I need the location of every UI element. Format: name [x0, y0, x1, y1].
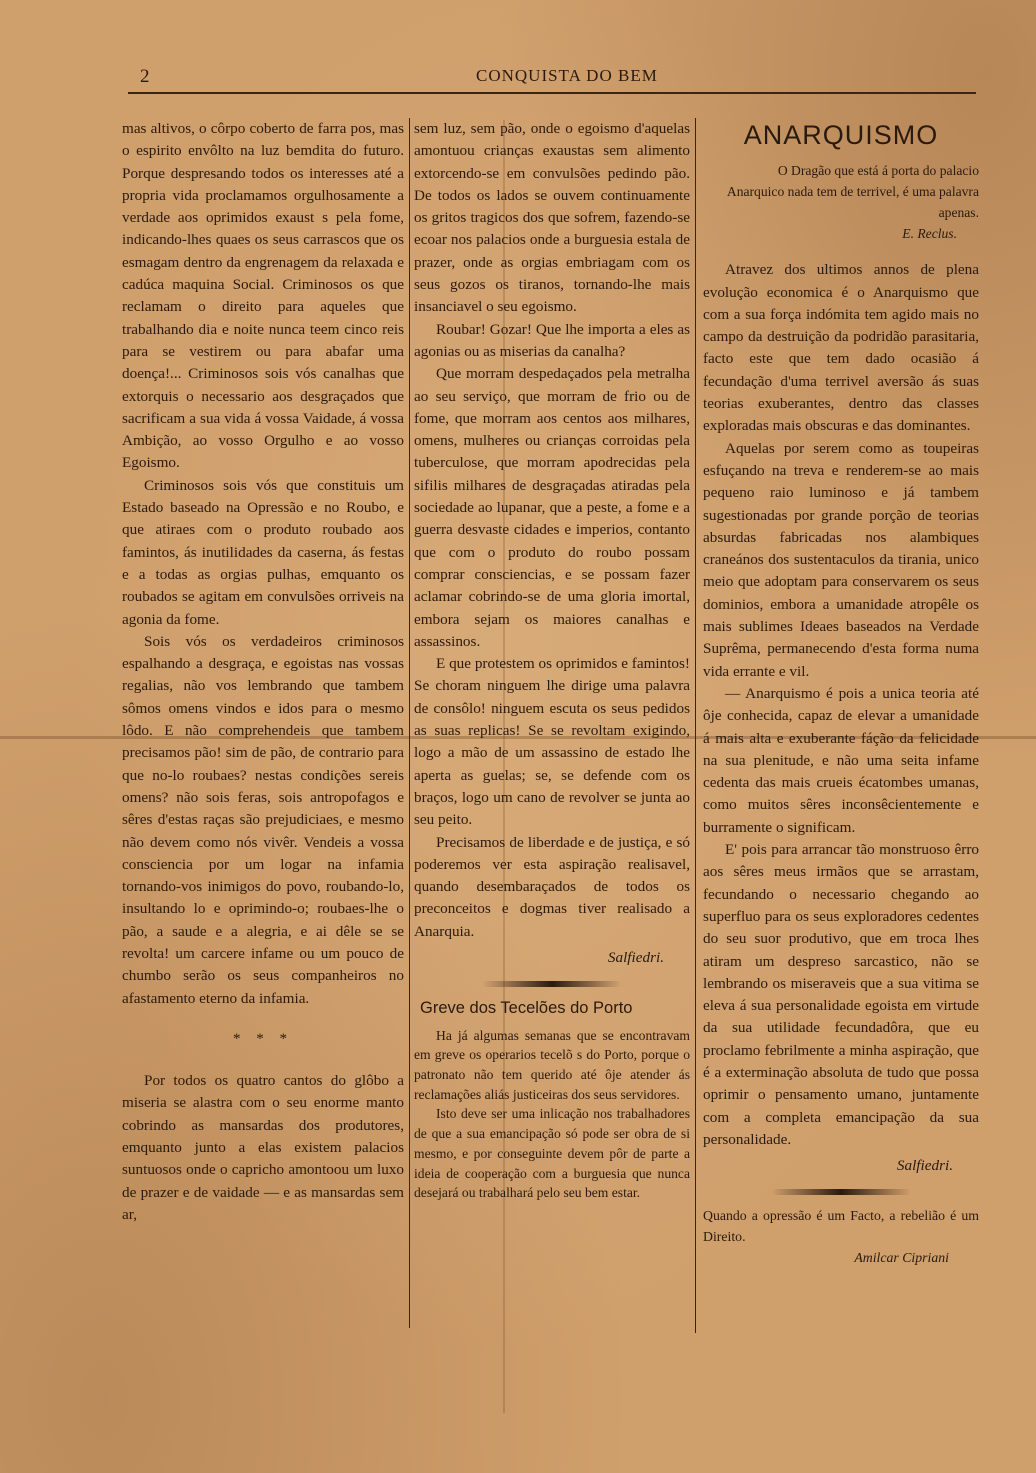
- masthead: CONQUISTA DO BEM: [476, 66, 658, 85]
- header-rule: [128, 92, 976, 94]
- col3-paragraph-2: Aquelas por serem como as toupeiras esfuçando na treva e renderem-se ao mais pequeno raio luminoso e já tambem sugestionadas por grande porção de teorias absurdas fabricadas nos alambiques craneános dos sustentaculos da tirania, unico meio que adoptam para conservarem os seus dominios, embora a umanidade atropêle os mais sublimes Ideaes baseados na Verdade Suprêma, permanecendo d'esta forma numa vida errante e vil.: [703, 439, 979, 680]
- strike-paragraph-2: Isto deve ser uma inlicação nos trabalhadores de que a sua emancipação só pode ser obra de si mesmo, e por conseguinte devem pôr de parte a ideia de cooperação com a burguesia que nunca desejará ou trabalhará pelo seu bem estar.: [414, 1106, 690, 1201]
- col1-paragraph-4: Por todos os quatro cantos do glôbo a miseria se alastra com o seu enorme manto cobrindo as mansardas dos produtores, emquanto junto a elas existem palacios suntuosos onde o capricho amontoou um luxo de prazer e de vaidade — e as mansardas sem ar,: [122, 1072, 404, 1223]
- col2-paragraph-3: Que morram despedaçados pela metralha ao seu serviço, que morram de frio ou de fome, que morram aos centos aos milhares, omens, mulheres ou crianças corroidas pela tuberculose, que morram apodrecidas pela sifilis milhares de desgraçadas atiradas pela sociedade ao lupanar, que a peste, a fome e a guerra desvaste cidades e imperios, contanto que com o produto do roubo possam comprar consciencias, e se possam fazer aclamar cobrindo-se de uma gloria imortal, embora sejam os maiores canalhas e assassinos.: [414, 365, 690, 650]
- col2-paragraph-5: Precisamos de liberdade e de justiça, e só poderemos ver esta aspiração realisavel, quando desembaraçados de todos os preconceitos e dogmas tiver realisado a Anarquia.: [414, 833, 690, 940]
- closing-quote: Quando a opressão é um Facto, a rebelião é um Direito.: [703, 1208, 979, 1245]
- article-title-strike: Greve dos Tecelões do Porto: [420, 999, 633, 1018]
- col2-paragraph-1: sem luz, sem pão, onde o egoismo d'aquelas amontuou crianças exaustas sem alimento extorcendo-se em convulsões pedindo pão. De todos os lados se ouvem continuamente os gritos tragicos dos que sofrem, fazendo-se ecoar nos palacios onde a burguesia estala de prazer, onde as orgias embriagam com os seus gozos os tiranos, tornando-lhe mais insanciavel o seu egoismo.: [414, 120, 690, 316]
- article-title-anarquismo: ANARQUISMO: [743, 120, 939, 150]
- col2-paragraph-2: Roubar! Gozar! Que lhe importa a eles as agonias ou as miserias da canalha?: [414, 320, 690, 360]
- column-rule-2: [695, 118, 696, 1333]
- column-1: [122, 118, 404, 1226]
- article-divider: [482, 981, 622, 987]
- column-rule-1: [409, 118, 410, 1328]
- col3-paragraph-3: — Anarquismo é pois a unica teoria até ôje conhecida, capaz de elevar a umanidade á mais alta e exuberante fáção da felicidade na sua plenitude, e não uma seita infame cedenta das mais crueis écatombes umanas, como muitos sêres inconsêcientemente e burramente o significam.: [703, 684, 979, 836]
- col3-paragraph-4: E' pois para arrancar tão monstruoso êrro aos sêres meus irmãos que se arrastam, fecundando o necessario chegando ao superfluo para os seus exploradores cedentes do seu suor produtivo, que em troca lhes atiram um despreso sarcastico, não se lembrando os miseraveis que a sua vitima se eleva á sua personalidade egoista em virtude da sua utilidade fecundadôra, que eu proclamo febrilmente a minha aspiração, que é a exterminação absoluta de tudo que possa oprimir o pensamento umano, juntamente com a completa emancipação da sua personalidade.: [703, 841, 979, 1148]
- quote-divider: [771, 1189, 911, 1195]
- col1-paragraph-3: Sois vós os verdadeiros criminosos espalhando a desgraça, e egoistas nas vossas regalias, não vos lembrando que tambem sômos omens vindos e idos para o mesmo lôdo. E não comprehendeis que tambem precisamos pão! sim de pão, de contrario para que no-lo roubaes? nestas condições sereis omens? não sois feras, sois antropofagos e sêres d'estas raças são prejudiciaes, e mesmo não devem como nós vivêr. Vendeis a vossa consciencia por um logar na infamia tornando-vos inimigos do povo, roubando-lo, insultando lo e oprimindo-o; roubaes-lhe o pão, a saude e a alegria, e ai dêle se se revolta! um carcere infame ou um pouco de chumbo serão os seus companheiros no afastamento eterno da infamia.: [122, 632, 404, 1007]
- page-header: [140, 62, 976, 92]
- column-3: [703, 118, 979, 1270]
- article-signature-2: Salfiedri.: [896, 1157, 953, 1175]
- quote-author: Amilcar Cipriani: [854, 1250, 949, 1266]
- col2-paragraph-4: E que protestem os oprimidos e famintos! Se choram ninguem lhe dirige uma palavra de consôlo! ninguem escuta os seus pedidos as suas replicas! Se se revoltam exigindo, logo a mão de um assassino de estado lhe aperta as guelas; se, se defende com os braços, logo um cano de revolver se junta ao seu peito.: [414, 655, 690, 829]
- col1-paragraph-2: Criminosos sois vós que constituis um Estado baseado na Opressão e no Roubo, e que atiraes com o produto roubado aos famintos, ás inutilidades da caserna, ás festas e a todas as orgias pulhas, emquanto os roubados se agitam em convulsões orriveis na agonia da fome.: [122, 476, 404, 628]
- page-number: 2: [140, 66, 150, 87]
- article-signature: Salfiedri.: [607, 948, 664, 966]
- col3-paragraph-1: Atravez dos ultimos annos de plena evolução economica é o Anarquismo que com a sua força indómita tem agido mais no campo da destruição da podridão parasitaria, facto este que tem dado ocasião á fecundação d'uma terrivel aversão ás suas teorias exuberantes, dentro das classes exploradas mais obscuras e das dominantes.: [703, 261, 979, 435]
- column-2: [414, 118, 690, 1203]
- col1-paragraph-1: mas altivos, o côrpo coberto de farra pos, mas o espirito envôlto na luz bemdita do futuro. Porque despresando todos os interesses até a propria vida proclamamos orgulhosamente a verdade aos oprimidos exaust s pela fome, indicando-lhes quaes os seus carrascos que os esmagam dentro da engrenagem da relaxada e cadúca maquina Social. Criminosos os que reclamam o direito para aqueles que trabalhando dia e noite nunca teem cinco reis para se vestirem ou para abafar uma doença!... Criminosos sois vós canalhas que extorquis o necessario aos desgraçados que sacrificam a sua vida á vossa Vaidade, á vossa Ambição, ao vosso Orgulho e ao vosso Egoismo.: [122, 120, 404, 472]
- section-break-stars: * * *: [233, 1030, 293, 1047]
- strike-paragraph-1: Ha já algumas semanas que se encontravam em greve os operarios tecelõ s do Porto, porque o patronato não tem querido até ôje atender ás reclamações aliás justiceiras dos seus servidores.: [414, 1027, 690, 1102]
- epigraph-author: E. Reclus.: [902, 226, 957, 241]
- epigraph: O Dragão que está á porta do palacio Anarquico nada tem de terrivel, é uma palavra apenas.: [726, 163, 979, 220]
